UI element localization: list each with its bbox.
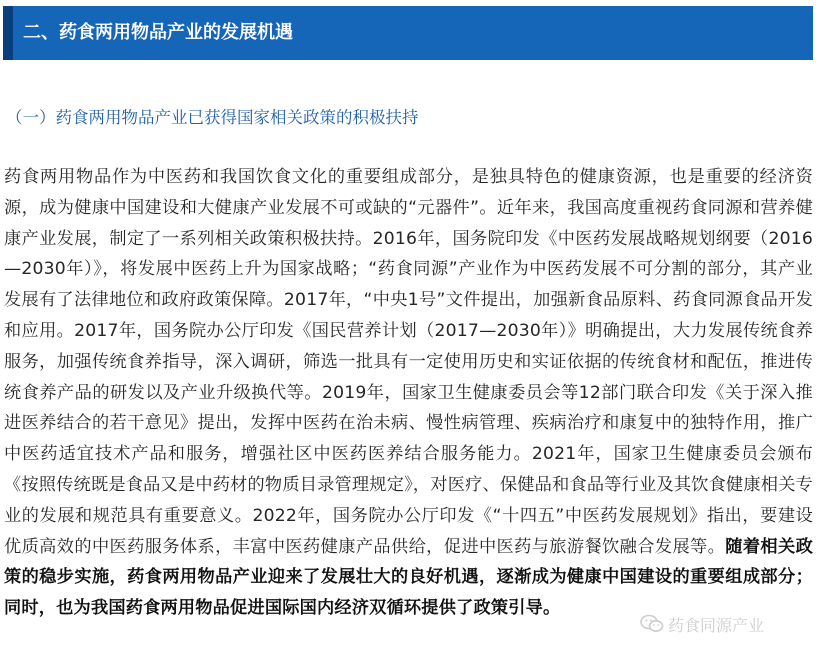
- subsection-title: （一）药食两用物品产业已获得国家相关政策的积极扶持: [6, 108, 419, 127]
- body-paragraph: [4, 162, 813, 624]
- paragraph-bold-text: 随着相关政策的稳步实施，药食两用物品产业迎来了发展壮大的良好机遇，逐渐成为健康中国建设的重要组成部分；同时，也为我国药食两用物品促进国际国内经济双循环提供了政策引导。: [4, 536, 813, 619]
- watermark-text: 药食同源产业: [668, 615, 765, 635]
- section-header: [3, 6, 813, 60]
- paragraph-normal-text: 药食两用物品作为中医药和我国饮食文化的重要组成部分，是独具特色的健康资源，也是重要的经济资源，成为健康中国建设和大健康产业发展不可或缺的“元器件”。近年来，我国高度重视药食同源和营养健康产业发展，制定了一系列相关政策积极扶持。2016年，国务院印发《中医药发展战略规划纲要（2016—2030年）》，将发展中医药上升为国家战略；“药食同源”产业作为中医药发展不可分割的部分，其产业发展有了法律地位和政府政策保障。2017年，“中央1号”文件提出，加强新食品原料、药食同源食品开发和应用。2017年，国务院办公厅印发《国民营养计划（2017—2030年）》明确提出，大力发展传统食养服务，加强传统食养指导，深入调研，筛选一批具有一定使用历史和实证依据的传统食材和配伍，推进传统食养产品的研发以及产业升级换代等。2019年，国家卫生健康委员会等12部门联合印发《关于深入推进医养结合的若干意见》提出，发挥中医药在治未病、慢性病管理、疾病治疗和康复中的独特作用，推广中医药适宜技术产品和服务，增强社区中医药医养结合服务能力。2021年，国家卫生健康委员会颁布《按照传统既是食品又是中药材的物质目录管理规定》，对医疗、保健品和食品等行业及其饮食健康相关专业的发展和规范具有重要意义。2022年，国务院办公厅印发《“十四五”中医药发展规划》指出，要建设优质高效的中医药服务体系，丰富中医药健康产品供给，促进中医药与旅游餐饮融合发展等。: [4, 167, 813, 557]
- watermark: [640, 612, 764, 636]
- section-header-accent-bar: [3, 6, 13, 60]
- wechat-icon: [640, 614, 664, 634]
- section-title: 二、药食两用物品产业的发展机遇: [23, 22, 293, 43]
